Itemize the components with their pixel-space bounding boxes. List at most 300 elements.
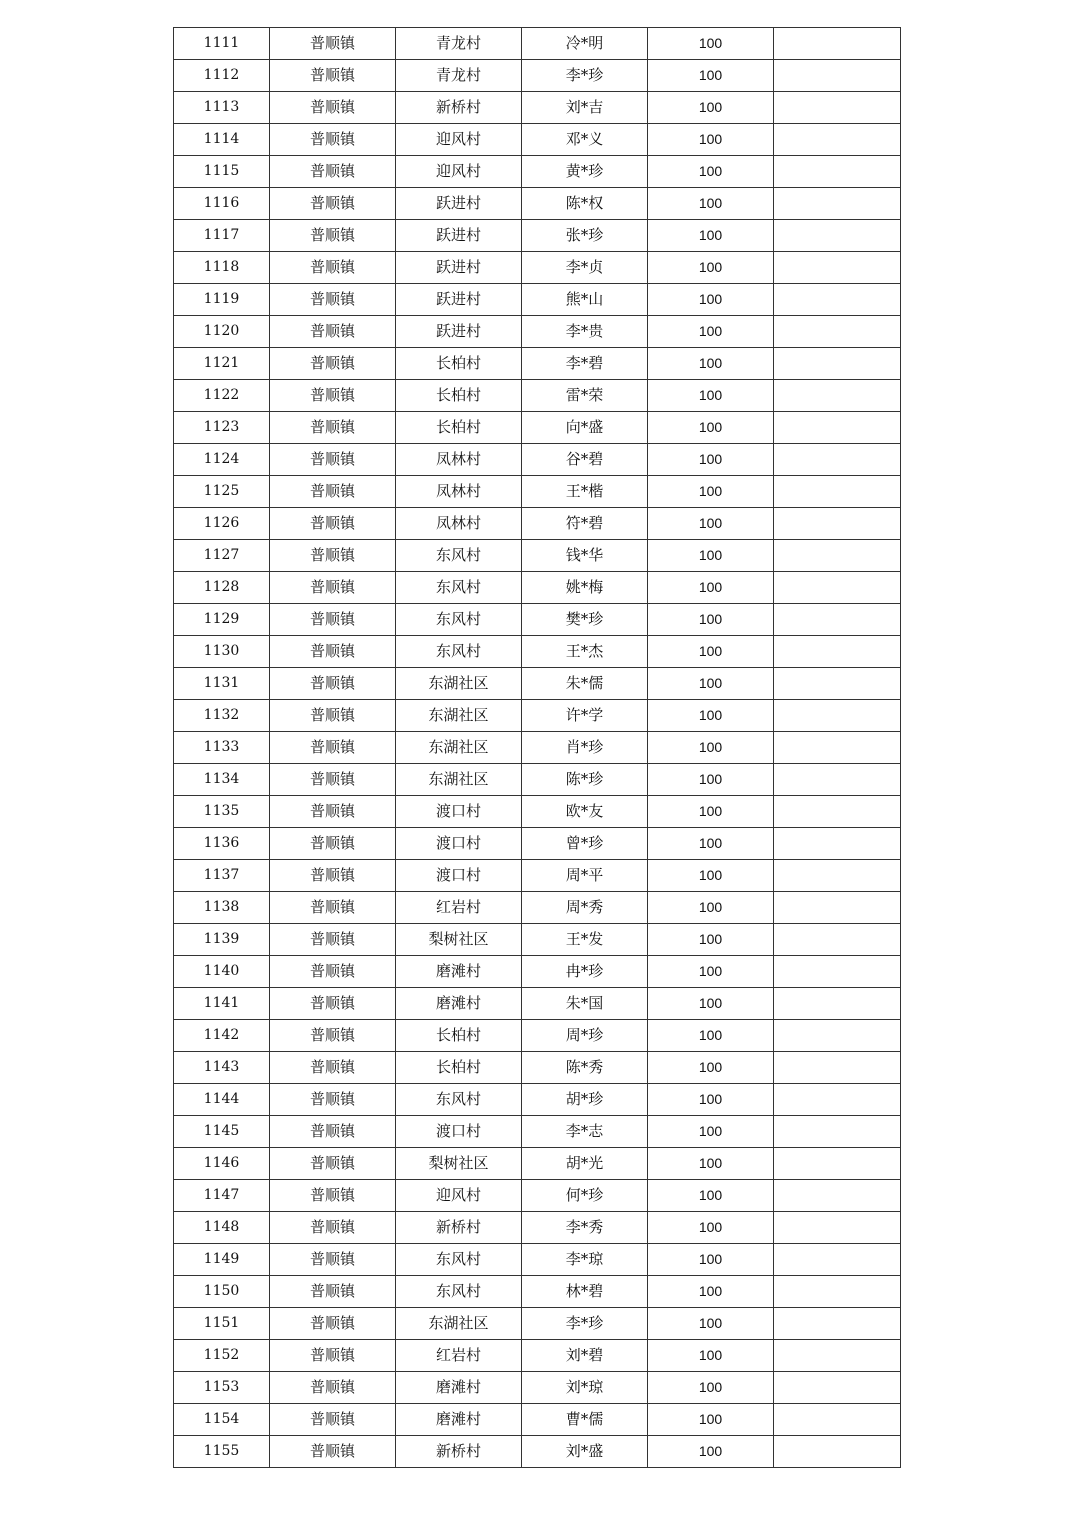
row-number-cell: 1117 xyxy=(174,220,270,252)
row-number-cell: 1154 xyxy=(174,1404,270,1436)
town-cell: 普顺镇 xyxy=(270,1244,396,1276)
town-cell: 普顺镇 xyxy=(270,732,396,764)
note-cell xyxy=(774,1148,901,1180)
amount-cell: 100 xyxy=(648,572,774,604)
amount-cell: 100 xyxy=(648,252,774,284)
row-number-cell: 1143 xyxy=(174,1052,270,1084)
row-number-cell: 1120 xyxy=(174,316,270,348)
amount-cell: 100 xyxy=(648,1148,774,1180)
town-cell: 普顺镇 xyxy=(270,220,396,252)
town-cell: 普顺镇 xyxy=(270,380,396,412)
note-cell xyxy=(774,1084,901,1116)
row-number-cell: 1144 xyxy=(174,1084,270,1116)
note-cell xyxy=(774,1436,901,1468)
row-number-cell: 1111 xyxy=(174,28,270,60)
village-cell: 磨滩村 xyxy=(396,1372,522,1404)
person-name-cell: 刘*盛 xyxy=(522,1436,648,1468)
person-name-cell: 周*秀 xyxy=(522,892,648,924)
person-name-cell: 李*珍 xyxy=(522,1308,648,1340)
table-row xyxy=(174,1084,901,1116)
row-number-cell: 1133 xyxy=(174,732,270,764)
town-cell: 普顺镇 xyxy=(270,156,396,188)
row-number-cell: 1119 xyxy=(174,284,270,316)
table-row xyxy=(174,924,901,956)
amount-cell: 100 xyxy=(648,1180,774,1212)
town-cell: 普顺镇 xyxy=(270,1052,396,1084)
row-number-cell: 1137 xyxy=(174,860,270,892)
person-name-cell: 陈*珍 xyxy=(522,764,648,796)
town-cell: 普顺镇 xyxy=(270,284,396,316)
row-number-cell: 1152 xyxy=(174,1340,270,1372)
village-cell: 长柏村 xyxy=(396,348,522,380)
person-name-cell: 周*珍 xyxy=(522,1020,648,1052)
amount-cell: 100 xyxy=(648,1404,774,1436)
amount-cell: 100 xyxy=(648,1052,774,1084)
table-row xyxy=(174,252,901,284)
note-cell xyxy=(774,828,901,860)
subsidy-table xyxy=(173,27,901,1468)
row-number-cell: 1142 xyxy=(174,1020,270,1052)
note-cell xyxy=(774,988,901,1020)
village-cell: 东风村 xyxy=(396,572,522,604)
row-number-cell: 1148 xyxy=(174,1212,270,1244)
note-cell xyxy=(774,92,901,124)
table-row xyxy=(174,444,901,476)
village-cell: 长柏村 xyxy=(396,380,522,412)
town-cell: 普顺镇 xyxy=(270,508,396,540)
note-cell xyxy=(774,188,901,220)
town-cell: 普顺镇 xyxy=(270,604,396,636)
person-name-cell: 李*琼 xyxy=(522,1244,648,1276)
table-row xyxy=(174,92,901,124)
note-cell xyxy=(774,1404,901,1436)
table-row xyxy=(174,188,901,220)
amount-cell: 100 xyxy=(648,124,774,156)
village-cell: 东风村 xyxy=(396,604,522,636)
note-cell xyxy=(774,1020,901,1052)
person-name-cell: 符*碧 xyxy=(522,508,648,540)
row-number-cell: 1150 xyxy=(174,1276,270,1308)
row-number-cell: 1113 xyxy=(174,92,270,124)
row-number-cell: 1146 xyxy=(174,1148,270,1180)
amount-cell: 100 xyxy=(648,508,774,540)
table-row xyxy=(174,124,901,156)
note-cell xyxy=(774,316,901,348)
village-cell: 跃进村 xyxy=(396,252,522,284)
town-cell: 普顺镇 xyxy=(270,700,396,732)
note-cell xyxy=(774,348,901,380)
town-cell: 普顺镇 xyxy=(270,348,396,380)
village-cell: 梨树社区 xyxy=(396,1148,522,1180)
amount-cell: 100 xyxy=(648,348,774,380)
table-row xyxy=(174,1372,901,1404)
note-cell xyxy=(774,1116,901,1148)
table-row xyxy=(174,476,901,508)
row-number-cell: 1115 xyxy=(174,156,270,188)
row-number-cell: 1118 xyxy=(174,252,270,284)
village-cell: 迎风村 xyxy=(396,156,522,188)
town-cell: 普顺镇 xyxy=(270,860,396,892)
town-cell: 普顺镇 xyxy=(270,92,396,124)
row-number-cell: 1123 xyxy=(174,412,270,444)
amount-cell: 100 xyxy=(648,28,774,60)
note-cell xyxy=(774,1052,901,1084)
note-cell xyxy=(774,1276,901,1308)
village-cell: 东风村 xyxy=(396,1084,522,1116)
town-cell: 普顺镇 xyxy=(270,1180,396,1212)
person-name-cell: 李*贞 xyxy=(522,252,648,284)
town-cell: 普顺镇 xyxy=(270,60,396,92)
person-name-cell: 刘*碧 xyxy=(522,1340,648,1372)
person-name-cell: 周*平 xyxy=(522,860,648,892)
table-row xyxy=(174,1180,901,1212)
table-row xyxy=(174,156,901,188)
village-cell: 渡口村 xyxy=(396,860,522,892)
table-row xyxy=(174,604,901,636)
person-name-cell: 李*贵 xyxy=(522,316,648,348)
town-cell: 普顺镇 xyxy=(270,924,396,956)
note-cell xyxy=(774,1340,901,1372)
table-row xyxy=(174,828,901,860)
village-cell: 新桥村 xyxy=(396,92,522,124)
row-number-cell: 1125 xyxy=(174,476,270,508)
village-cell: 东湖社区 xyxy=(396,700,522,732)
table-row xyxy=(174,1404,901,1436)
village-cell: 磨滩村 xyxy=(396,988,522,1020)
village-cell: 跃进村 xyxy=(396,188,522,220)
village-cell: 磨滩村 xyxy=(396,956,522,988)
amount-cell: 100 xyxy=(648,92,774,124)
amount-cell: 100 xyxy=(648,796,774,828)
amount-cell: 100 xyxy=(648,444,774,476)
town-cell: 普顺镇 xyxy=(270,1212,396,1244)
table-row xyxy=(174,1308,901,1340)
table-row xyxy=(174,956,901,988)
table-row xyxy=(174,316,901,348)
person-name-cell: 姚*梅 xyxy=(522,572,648,604)
row-number-cell: 1112 xyxy=(174,60,270,92)
note-cell xyxy=(774,252,901,284)
person-name-cell: 许*学 xyxy=(522,700,648,732)
table-row xyxy=(174,668,901,700)
person-name-cell: 何*珍 xyxy=(522,1180,648,1212)
village-cell: 长柏村 xyxy=(396,1020,522,1052)
note-cell xyxy=(774,1372,901,1404)
amount-cell: 100 xyxy=(648,956,774,988)
amount-cell: 100 xyxy=(648,1084,774,1116)
amount-cell: 100 xyxy=(648,1212,774,1244)
note-cell xyxy=(774,604,901,636)
village-cell: 青龙村 xyxy=(396,28,522,60)
amount-cell: 100 xyxy=(648,732,774,764)
table-row xyxy=(174,860,901,892)
note-cell xyxy=(774,444,901,476)
table-row xyxy=(174,700,901,732)
note-cell xyxy=(774,412,901,444)
village-cell: 凤林村 xyxy=(396,508,522,540)
person-name-cell: 王*楷 xyxy=(522,476,648,508)
person-name-cell: 李*秀 xyxy=(522,1212,648,1244)
person-name-cell: 刘*吉 xyxy=(522,92,648,124)
note-cell xyxy=(774,668,901,700)
village-cell: 凤林村 xyxy=(396,476,522,508)
table-row xyxy=(174,412,901,444)
town-cell: 普顺镇 xyxy=(270,636,396,668)
note-cell xyxy=(774,508,901,540)
person-name-cell: 冷*明 xyxy=(522,28,648,60)
amount-cell: 100 xyxy=(648,60,774,92)
amount-cell: 100 xyxy=(648,540,774,572)
row-number-cell: 1151 xyxy=(174,1308,270,1340)
town-cell: 普顺镇 xyxy=(270,252,396,284)
person-name-cell: 向*盛 xyxy=(522,412,648,444)
row-number-cell: 1134 xyxy=(174,764,270,796)
table-row xyxy=(174,796,901,828)
note-cell xyxy=(774,860,901,892)
note-cell xyxy=(774,284,901,316)
village-cell: 迎风村 xyxy=(396,124,522,156)
town-cell: 普顺镇 xyxy=(270,572,396,604)
amount-cell: 100 xyxy=(648,700,774,732)
village-cell: 跃进村 xyxy=(396,316,522,348)
table-row xyxy=(174,1116,901,1148)
amount-cell: 100 xyxy=(648,668,774,700)
row-number-cell: 1140 xyxy=(174,956,270,988)
town-cell: 普顺镇 xyxy=(270,1084,396,1116)
amount-cell: 100 xyxy=(648,412,774,444)
town-cell: 普顺镇 xyxy=(270,1020,396,1052)
person-name-cell: 朱*国 xyxy=(522,988,648,1020)
person-name-cell: 谷*碧 xyxy=(522,444,648,476)
note-cell xyxy=(774,380,901,412)
village-cell: 新桥村 xyxy=(396,1212,522,1244)
town-cell: 普顺镇 xyxy=(270,124,396,156)
amount-cell: 100 xyxy=(648,604,774,636)
row-number-cell: 1145 xyxy=(174,1116,270,1148)
amount-cell: 100 xyxy=(648,380,774,412)
table-row xyxy=(174,988,901,1020)
person-name-cell: 李*志 xyxy=(522,1116,648,1148)
amount-cell: 100 xyxy=(648,1308,774,1340)
village-cell: 跃进村 xyxy=(396,220,522,252)
town-cell: 普顺镇 xyxy=(270,828,396,860)
table-row xyxy=(174,572,901,604)
table-row xyxy=(174,348,901,380)
table-row xyxy=(174,1020,901,1052)
note-cell xyxy=(774,1308,901,1340)
village-cell: 梨树社区 xyxy=(396,924,522,956)
person-name-cell: 雷*荣 xyxy=(522,380,648,412)
amount-cell: 100 xyxy=(648,156,774,188)
person-name-cell: 钱*华 xyxy=(522,540,648,572)
person-name-cell: 陈*权 xyxy=(522,188,648,220)
table-row xyxy=(174,1212,901,1244)
town-cell: 普顺镇 xyxy=(270,188,396,220)
village-cell: 渡口村 xyxy=(396,796,522,828)
note-cell xyxy=(774,1212,901,1244)
village-cell: 东湖社区 xyxy=(396,732,522,764)
row-number-cell: 1131 xyxy=(174,668,270,700)
town-cell: 普顺镇 xyxy=(270,316,396,348)
row-number-cell: 1128 xyxy=(174,572,270,604)
person-name-cell: 陈*秀 xyxy=(522,1052,648,1084)
town-cell: 普顺镇 xyxy=(270,892,396,924)
amount-cell: 100 xyxy=(648,220,774,252)
amount-cell: 100 xyxy=(648,1436,774,1468)
note-cell xyxy=(774,732,901,764)
amount-cell: 100 xyxy=(648,988,774,1020)
village-cell: 凤林村 xyxy=(396,444,522,476)
note-cell xyxy=(774,60,901,92)
village-cell: 东湖社区 xyxy=(396,764,522,796)
note-cell xyxy=(774,540,901,572)
table-row xyxy=(174,892,901,924)
village-cell: 渡口村 xyxy=(396,1116,522,1148)
note-cell xyxy=(774,476,901,508)
amount-cell: 100 xyxy=(648,316,774,348)
village-cell: 红岩村 xyxy=(396,1340,522,1372)
note-cell xyxy=(774,924,901,956)
town-cell: 普顺镇 xyxy=(270,1308,396,1340)
table-row xyxy=(174,220,901,252)
table-row xyxy=(174,1276,901,1308)
note-cell xyxy=(774,700,901,732)
town-cell: 普顺镇 xyxy=(270,444,396,476)
table-row xyxy=(174,380,901,412)
person-name-cell: 曾*珍 xyxy=(522,828,648,860)
village-cell: 红岩村 xyxy=(396,892,522,924)
note-cell xyxy=(774,220,901,252)
note-cell xyxy=(774,1180,901,1212)
village-cell: 迎风村 xyxy=(396,1180,522,1212)
amount-cell: 100 xyxy=(648,892,774,924)
note-cell xyxy=(774,156,901,188)
note-cell xyxy=(774,892,901,924)
note-cell xyxy=(774,764,901,796)
amount-cell: 100 xyxy=(648,284,774,316)
amount-cell: 100 xyxy=(648,636,774,668)
note-cell xyxy=(774,636,901,668)
row-number-cell: 1126 xyxy=(174,508,270,540)
row-number-cell: 1138 xyxy=(174,892,270,924)
village-cell: 东湖社区 xyxy=(396,668,522,700)
town-cell: 普顺镇 xyxy=(270,764,396,796)
note-cell xyxy=(774,28,901,60)
person-name-cell: 李*碧 xyxy=(522,348,648,380)
person-name-cell: 林*碧 xyxy=(522,1276,648,1308)
table-row xyxy=(174,1244,901,1276)
town-cell: 普顺镇 xyxy=(270,1404,396,1436)
row-number-cell: 1135 xyxy=(174,796,270,828)
amount-cell: 100 xyxy=(648,764,774,796)
amount-cell: 100 xyxy=(648,1020,774,1052)
village-cell: 长柏村 xyxy=(396,412,522,444)
person-name-cell: 冉*珍 xyxy=(522,956,648,988)
town-cell: 普顺镇 xyxy=(270,476,396,508)
row-number-cell: 1153 xyxy=(174,1372,270,1404)
row-number-cell: 1139 xyxy=(174,924,270,956)
table-row xyxy=(174,1436,901,1468)
person-name-cell: 熊*山 xyxy=(522,284,648,316)
row-number-cell: 1147 xyxy=(174,1180,270,1212)
row-number-cell: 1116 xyxy=(174,188,270,220)
row-number-cell: 1129 xyxy=(174,604,270,636)
town-cell: 普顺镇 xyxy=(270,28,396,60)
table-row xyxy=(174,540,901,572)
person-name-cell: 胡*珍 xyxy=(522,1084,648,1116)
amount-cell: 100 xyxy=(648,476,774,508)
town-cell: 普顺镇 xyxy=(270,1340,396,1372)
table-row xyxy=(174,732,901,764)
town-cell: 普顺镇 xyxy=(270,1116,396,1148)
row-number-cell: 1130 xyxy=(174,636,270,668)
note-cell xyxy=(774,124,901,156)
town-cell: 普顺镇 xyxy=(270,412,396,444)
village-cell: 东风村 xyxy=(396,1244,522,1276)
row-number-cell: 1141 xyxy=(174,988,270,1020)
person-name-cell: 王*发 xyxy=(522,924,648,956)
village-cell: 东风村 xyxy=(396,636,522,668)
table-row xyxy=(174,764,901,796)
table-row xyxy=(174,1148,901,1180)
table-body xyxy=(174,28,901,1468)
row-number-cell: 1132 xyxy=(174,700,270,732)
note-cell xyxy=(774,572,901,604)
village-cell: 青龙村 xyxy=(396,60,522,92)
village-cell: 磨滩村 xyxy=(396,1404,522,1436)
amount-cell: 100 xyxy=(648,188,774,220)
town-cell: 普顺镇 xyxy=(270,956,396,988)
row-number-cell: 1122 xyxy=(174,380,270,412)
amount-cell: 100 xyxy=(648,828,774,860)
person-name-cell: 欧*友 xyxy=(522,796,648,828)
row-number-cell: 1124 xyxy=(174,444,270,476)
town-cell: 普顺镇 xyxy=(270,540,396,572)
person-name-cell: 黄*珍 xyxy=(522,156,648,188)
person-name-cell: 朱*儒 xyxy=(522,668,648,700)
table-row xyxy=(174,284,901,316)
row-number-cell: 1114 xyxy=(174,124,270,156)
row-number-cell: 1155 xyxy=(174,1436,270,1468)
town-cell: 普顺镇 xyxy=(270,1276,396,1308)
amount-cell: 100 xyxy=(648,1116,774,1148)
person-name-cell: 张*珍 xyxy=(522,220,648,252)
row-number-cell: 1127 xyxy=(174,540,270,572)
person-name-cell: 刘*琼 xyxy=(522,1372,648,1404)
table-row xyxy=(174,1052,901,1084)
village-cell: 东风村 xyxy=(396,1276,522,1308)
table-row xyxy=(174,636,901,668)
town-cell: 普顺镇 xyxy=(270,796,396,828)
note-cell xyxy=(774,796,901,828)
table-row xyxy=(174,508,901,540)
town-cell: 普顺镇 xyxy=(270,1436,396,1468)
row-number-cell: 1136 xyxy=(174,828,270,860)
person-name-cell: 樊*珍 xyxy=(522,604,648,636)
note-cell xyxy=(774,1244,901,1276)
row-number-cell: 1149 xyxy=(174,1244,270,1276)
village-cell: 渡口村 xyxy=(396,828,522,860)
row-number-cell: 1121 xyxy=(174,348,270,380)
amount-cell: 100 xyxy=(648,860,774,892)
person-name-cell: 王*杰 xyxy=(522,636,648,668)
village-cell: 新桥村 xyxy=(396,1436,522,1468)
village-cell: 东风村 xyxy=(396,540,522,572)
person-name-cell: 李*珍 xyxy=(522,60,648,92)
amount-cell: 100 xyxy=(648,1244,774,1276)
table-row xyxy=(174,1340,901,1372)
town-cell: 普顺镇 xyxy=(270,668,396,700)
